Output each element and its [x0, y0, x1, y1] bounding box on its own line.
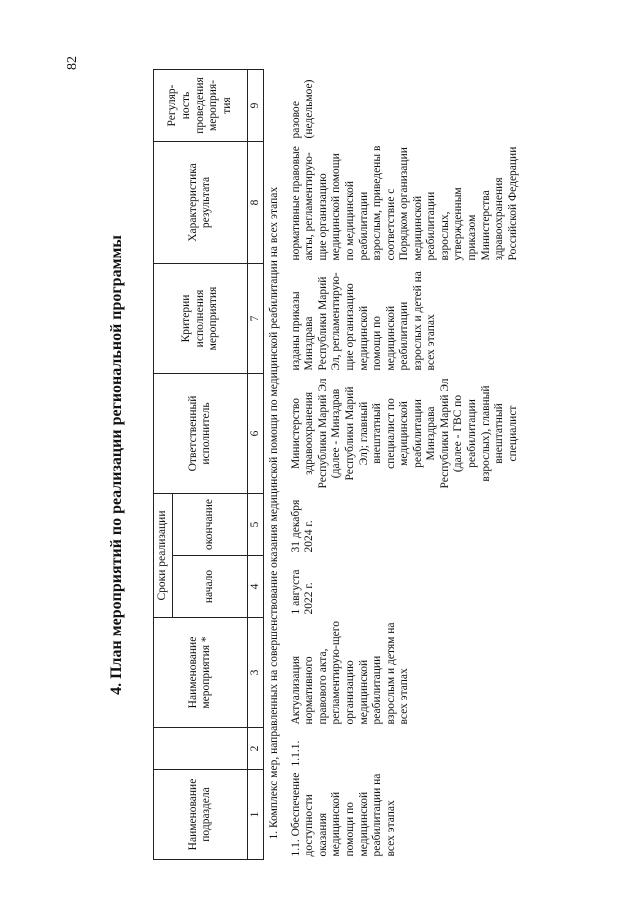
- page-heading: 4. План мероприятий по реализации региональной программы: [108, 235, 125, 695]
- cell-regularity: разовое (недельмое): [289, 79, 316, 139]
- header-number: [154, 728, 248, 770]
- header-event: Наименование мероприятия *: [154, 618, 248, 728]
- header-subsection: Наименование подраздела: [154, 770, 248, 860]
- header-end: окончание: [172, 494, 247, 556]
- header-result: Характеристика результата: [154, 142, 248, 264]
- cell-start: 1 августа 2022 г.: [289, 569, 316, 615]
- page-number: 82: [65, 56, 80, 70]
- rotated-content: [108, 40, 578, 860]
- col-number: 9: [247, 70, 264, 142]
- section-title: 1. Комплекс мер, направленных на совершенствование оказания медицинской помощи по медицинской реабилитации на всех этапах: [264, 70, 288, 860]
- header-start: начало: [172, 556, 247, 618]
- header-row-1: [154, 70, 173, 860]
- column-number-row: [247, 70, 264, 860]
- cell-subsection: 1.1. Обеспечение доступности оказания медицинской помощи по медицинской реабилитации на всех этапах: [289, 772, 397, 857]
- col-number: 5: [247, 494, 264, 556]
- header-regularity: Регуляр-ность проведения мероприя-тия: [154, 70, 248, 142]
- header-terms: Сроки реализации: [154, 494, 173, 618]
- table-row: [288, 70, 523, 860]
- col-number: 3: [247, 618, 264, 728]
- cell-result: нормативные правовые акты, регламентирую-щие организацию медицинской помощи по медицинской реабилитации взрослым, приведены в соответствие с Порядком организации медицинской реабилитации взрослых, утвержденным приказом Министерства здравоохранения Российской Федерации: [289, 145, 519, 261]
- plan-table: [153, 69, 522, 860]
- header-responsible: Ответственный исполнитель: [154, 374, 248, 494]
- cell-criteria: изданы приказы Минздрава Республики Марий Эл, регламентирую-щие организацию медицинской помощи по медицинской реабилитации взрослых и детей на всех этапах: [289, 271, 438, 371]
- section-row: [264, 70, 288, 860]
- col-number: 4: [247, 556, 264, 618]
- cell-responsible: Министерство здравоохранения Республики Марий Эл (далее - Минздрав Республики Марий Эл); главный внештатный специалист по медицинской реабилитации Минздрава Республики Марий Эл (далее - ГВС по реабилитации взрослых), главный внештатный специалист: [289, 378, 519, 489]
- col-number: 2: [247, 728, 264, 770]
- col-number: 6: [247, 374, 264, 494]
- col-number: 7: [247, 264, 264, 374]
- cell-event: Актуализация нормативного правового акта, регламентирую-щего организацию медицинской реабилитации взрослым и детям на всех этапах: [289, 621, 411, 725]
- col-number: 1: [247, 770, 264, 860]
- col-number: 8: [247, 142, 264, 264]
- cell-end: 31 декабря 2024 г.: [289, 499, 316, 553]
- header-criteria: Критерии исполнения мероприятия: [154, 264, 248, 374]
- cell-number: 1.1.1.: [289, 740, 302, 767]
